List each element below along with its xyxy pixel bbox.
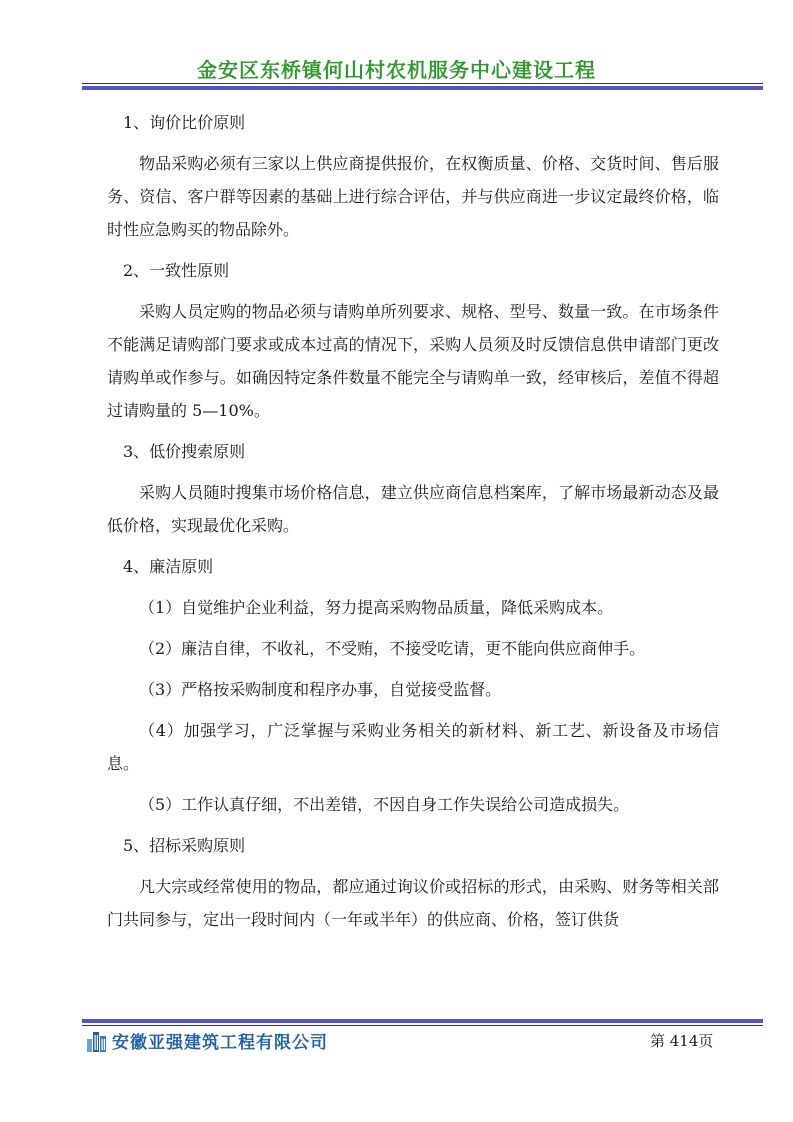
header-rule-thin xyxy=(82,83,763,84)
section-heading: 4、廉洁原则 xyxy=(123,557,214,576)
list-item: （2）廉洁自律，不收礼，不受贿，不接受吃请，更不能向供应商伸手。 xyxy=(139,639,646,658)
paragraph: 凡大宗或经常使用的物品，都应通过询议价或招标的形式，由采购、财务等相关部门共同参与，定出一段时间内（一年或半年）的供应商、价格，签订供货 xyxy=(107,877,719,929)
section-heading: 2、一致性原则 xyxy=(123,261,230,280)
header-rule-thick xyxy=(82,86,763,90)
footer-page-number: 第 414页 xyxy=(650,1032,714,1050)
list-item: （4）加强学习，广泛掌握与采购业务相关的新材料、新工艺、新设备及市场信息。 xyxy=(107,721,719,773)
paragraph: 采购人员随时搜集市场价格信息，建立供应商信息档案库，了解市场最新动态及最低价格，实现最优化采购。 xyxy=(107,483,719,535)
list-item: （1）自觉维护企业利益，努力提高采购物品质量，降低采购成本。 xyxy=(139,598,614,617)
building-logo-icon xyxy=(86,1029,108,1053)
section-heading: 1、询价比价原则 xyxy=(123,113,246,132)
list-item: （5）工作认真仔细，不出差错，不因自身工作失误给公司造成损失。 xyxy=(139,795,630,814)
footer-rule-thick xyxy=(82,1019,763,1023)
footer-company-name: 安徽亚强建筑工程有限公司 xyxy=(112,1033,328,1053)
paragraph: 采购人员定购的物品必须与请购单所列要求、规格、型号、数量一致。在市场条件不能满足请购部门要求或成本过高的情况下，采购人员须及时反馈信息供申请部门更改请购单或作参与。如确因特定条件数量不能完全与请购单一致，经审核后，差值不得超过请购量的 5—10%。 xyxy=(107,302,719,420)
document-header-title: 金安区东桥镇何山村农机服务中心建设工程 xyxy=(197,58,596,82)
list-item: （3）严格按采购制度和程序办事，自觉接受监督。 xyxy=(139,680,502,699)
section-heading: 3、低价搜索原则 xyxy=(123,442,246,461)
footer-rule-thin xyxy=(82,1025,763,1026)
paragraph: 物品采购必须有三家以上供应商提供报价，在权衡质量、价格、交货时间、售后服务、资信、客户群等因素的基础上进行综合评估，并与供应商进一步议定最终价格，临时性应急购买的物品除外。 xyxy=(107,154,719,239)
document-body xyxy=(107,106,719,944)
section-heading: 5、招标采购原则 xyxy=(123,836,246,855)
